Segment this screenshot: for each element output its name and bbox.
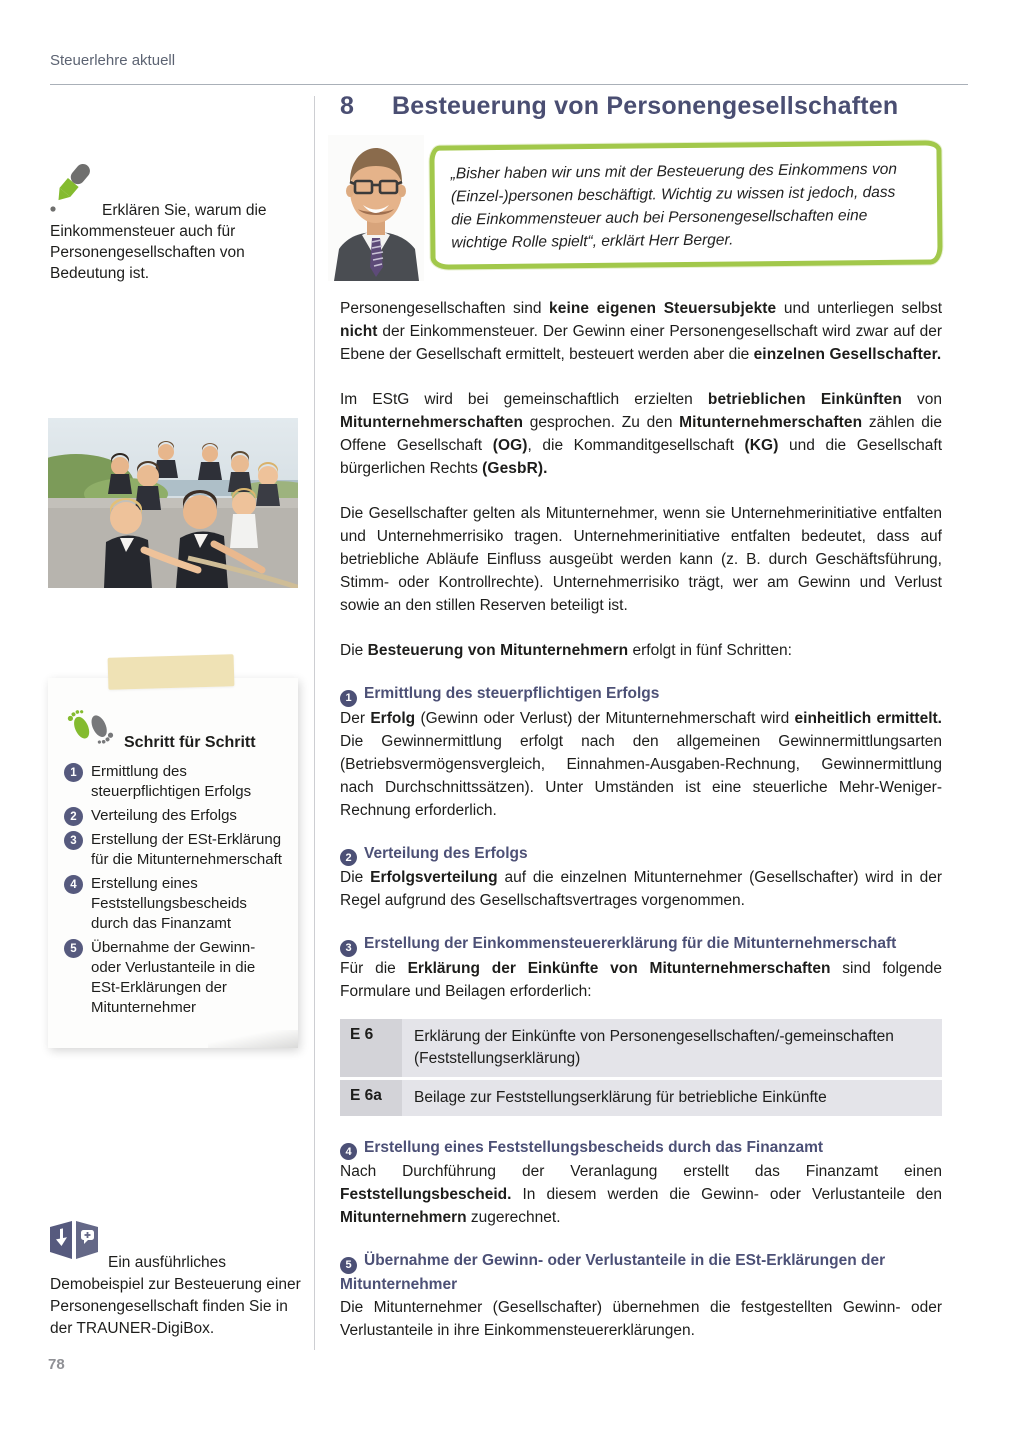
note-step-number: 4 (64, 875, 83, 894)
step-2 (340, 843, 942, 913)
note-step-text: Verteilung des Erfolgs (91, 807, 237, 824)
note-title: Schritt für Schritt (124, 734, 256, 751)
note-step-text: Übernahme der Gewinn- oder Verlustanteile in die ESt-Erklärungen der Mitunternehmer (91, 939, 256, 1016)
header-rule (50, 84, 968, 85)
footsteps-icon (64, 698, 120, 754)
column-divider (314, 96, 315, 1350)
note-step-item (64, 874, 286, 934)
note-step-item (64, 762, 286, 802)
step-4-number-badge: 4 (340, 1143, 357, 1160)
step-4-title: Erstellung eines Feststellungsbescheids durch das Finanzamt (364, 1138, 824, 1156)
paragraph-3: Die Gesellschafter gelten als Mitunternehmer, wenn sie Unternehmerinitiative entfalten und Unternehmerrisiko tragen. Unternehmerinitiative entfalten bedeutet, dass auf betriebliche Abläufe Einfluss ausgeübt werden kann (z. B. durch Geschäftsführung, Stimm- oder Kontrollrechte). Unternehmerrisiko trägt, wer am Gewinn und Verlust sowie an den stillen Reserven beteiligt ist. (340, 505, 942, 614)
tape-strip (108, 654, 235, 690)
form-code-cell: E 6 (340, 1019, 402, 1077)
note-step-number: 5 (64, 939, 83, 958)
step-5-heading (340, 1250, 942, 1296)
step-3-heading (340, 933, 942, 957)
note-step-item (64, 938, 286, 1018)
herr-berger-portrait-photo (328, 135, 424, 281)
table-row (340, 1080, 942, 1116)
note-step-number: 1 (64, 763, 83, 782)
team-tug-of-war-photo (48, 418, 298, 588)
step-5-number-badge: 5 (340, 1257, 357, 1274)
step-3 (340, 933, 942, 1003)
step-3-number-badge: 3 (340, 940, 357, 957)
paragraph-2: Im EStG wird bei gemeinschaftlich erzielten betrieblichen Einkünften von Mitunternehmerschaften gesprochen. Zu den Mitunternehmerschaften zählen die Offene Gesellschaft (OG), die Kommanditgesellschaft (KG) und die Gesellschaft bürgerlichen Rechts (GesbR). (340, 391, 943, 477)
note-step-number: 3 (64, 831, 83, 850)
step-2-body: Die Erfolgsverteilung auf die einzelnen Mitunternehmer (Gesellschafter) wird in der Regel aufgrund des Gesellschaftsvertrages vorgenommen. (340, 869, 942, 909)
intro-quote-block (328, 135, 942, 281)
note-step-text: Ermittlung des steuerpflichtigen Erfolgs (91, 763, 252, 800)
note-step-item (64, 830, 286, 870)
chapter-number: 8 (340, 92, 355, 120)
step-by-step-sticky-note (48, 678, 298, 1048)
digibox-note-text: Ein ausführliches Demobeispiel zur Besteuerung einer Personengesellschaft finden Sie in der TRAUNER-DigiBox. (50, 1253, 301, 1337)
step-5 (340, 1250, 942, 1342)
step-1-number-badge: 1 (340, 690, 357, 707)
step-2-number-badge: 2 (340, 849, 357, 866)
speech-bubble: „Bisher haben wir uns mit der Besteuerung des Einkommens von (Einzel-)personen beschäftigt. Wichtig zu wissen ist jedoch, dass die Einkommensteuer auch bei Personengesellschaften eine wichtige Rolle spielt“, erklärt Herr Berger. (429, 140, 942, 269)
page-number: 78 (48, 1356, 65, 1373)
paragraph-1: Personengesellschaften sind keine eigenen Steuersubjekte und unterliegen selbst nicht der Einkommensteuer. Der Gewinn einer Personengesellschaft wird zwar auf der Ebene der Gesellschaft ermittelt, besteuert werden aber die einzelnen Gesellschafter. (340, 300, 943, 363)
form-description-cell: Beilage zur Feststellungserklärung für betriebliche Einkünfte (402, 1080, 942, 1116)
step-4-body: Nach Durchführung der Veranlagung erstellt das Finanzamt einen Feststellungsbescheid. In diesem werden die Gewinn- oder Verlustanteile den Mitunternehmern zugerechnet. (340, 1163, 942, 1226)
paragraph-4: Die Besteuerung von Mitunternehmern erfolgt in fünf Schritten: (340, 642, 792, 659)
note-step-text: Erstellung der ESt-Erklärung für die Mitunternehmerschaft (91, 831, 282, 868)
running-header: Steuerlehre aktuell (50, 52, 176, 69)
step-1-heading (340, 683, 942, 707)
note-step-item (64, 806, 286, 826)
note-step-list (64, 762, 286, 1018)
forms-table (340, 1019, 942, 1116)
chapter-title: Besteuerung von Personengesellschaften (392, 92, 899, 120)
form-code-cell: E 6a (340, 1080, 402, 1116)
step-1-body: Der Erfolg (Gewinn oder Verlust) der Mitunternehmerschaft wird einheitlich ermittelt. Die Gewinnermittlung erfolgt nach den allgemeinen Gewinnermittlungsarten (Betriebsvermögensvergleich, Einnahmen-Ausgaben-Rechnung, Gewinnermittlung nach Durchschnittssätzen). Unter Umständen ist eine steuerliche Mehr-Weniger-Rechnung erforderlich. (340, 709, 942, 819)
note-step-number: 2 (64, 807, 83, 826)
table-row (340, 1019, 942, 1077)
main-column (340, 92, 942, 1342)
step-3-body: Für die Erklärung der Einkünfte von Mitunternehmerschaften sind folgende Formulare und Beilagen erforderlich: (340, 959, 942, 1000)
step-4 (340, 1137, 942, 1230)
step-4-heading (340, 1137, 942, 1161)
step-1 (340, 683, 942, 822)
step-5-body: Die Mitunternehmer (Gesellschafter) übernehmen die festgestellten Gewinn- oder Verlustanteile in ihre Einkommensteuererklärungen. (340, 1298, 942, 1339)
step-3-title: Erstellung der Einkommensteuererklärung für die Mitunternehmerschaft (364, 935, 897, 952)
step-1-title: Ermittlung des steuerpflichtigen Erfolgs (364, 685, 660, 702)
margin-task-text: Erklären Sie, warum die Einkommensteuer auch für Personengesellschaften von Bedeutung ist. (50, 201, 267, 282)
chapter-heading (340, 92, 942, 121)
form-description-cell: Erklärung der Einkünfte von Personengesellschaften/-gemeinschaften (Feststellungserklärung) (402, 1019, 942, 1077)
step-2-title: Verteilung des Erfolgs (364, 844, 528, 862)
step-5-title: Übernahme der Gewinn- oder Verlustanteile in die ESt-Erklärungen der Mitunternehmer (340, 1252, 886, 1293)
note-step-text: Erstellung eines Feststellungsbescheids durch das Finanzamt (91, 875, 247, 932)
step-2-heading (340, 843, 942, 867)
